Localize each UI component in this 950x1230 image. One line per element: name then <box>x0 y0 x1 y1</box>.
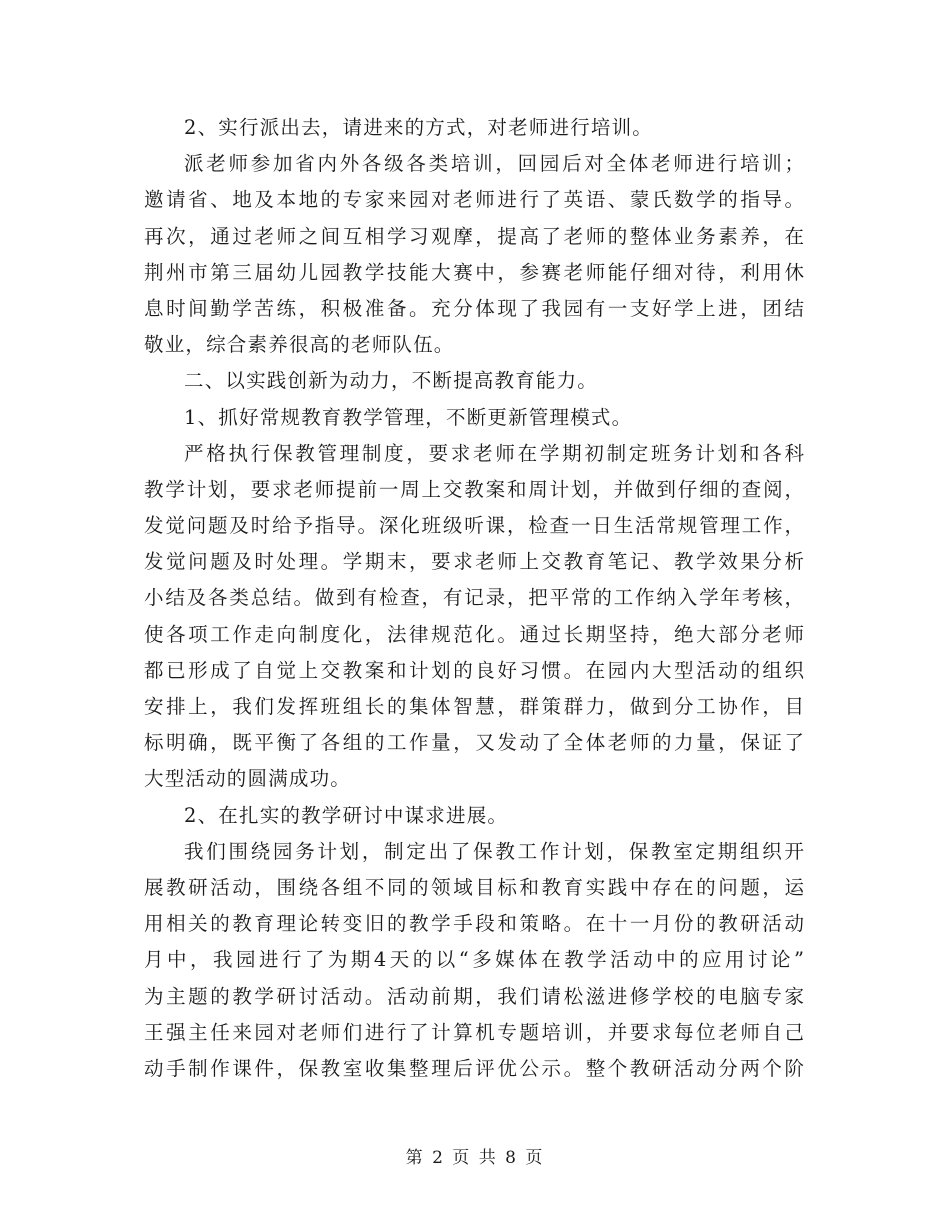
text-line: 为主题的教学研讨活动。活动前期，我们请松滋进修学校的电脑专家 <box>144 984 804 1008</box>
text-line: 二、以实践创新为动力，不断提高教育能力。 <box>184 369 599 393</box>
text-line: 发觉问题及时处理。学期末，要求老师上交教育笔记、教学效果分析 <box>144 550 804 574</box>
text-line: 小结及各类总结。做到有检查，有记录，把平常的工作纳入学年考核， <box>144 586 804 610</box>
text-line: 使各项工作走向制度化，法律规范化。通过长期坚持，绝大部分老师 <box>144 622 804 646</box>
text-line: 我们围绕园务计划，制定出了保教工作计划，保教室定期组织开 <box>184 839 804 863</box>
text-line: 1、抓好常规教育教学管理，不断更新管理模式。 <box>184 405 633 429</box>
text-line: 月中，我园进行了为期4天的以“多媒体在教学活动中的应用讨论” <box>144 948 804 972</box>
text-line: 标明确，既平衡了各组的工作量，又发动了全体老师的力量，保证了 <box>144 731 804 755</box>
text-line: 严格执行保教管理制度，要求老师在学期初制定班务计划和各科 <box>184 441 804 465</box>
text-line: 荆州市第三届幼儿园教学技能大赛中，参赛老师能仔细对待，利用休 <box>144 260 804 284</box>
text-line: 王强主任来园对老师们进行了计算机专题培训，并要求每位老师自己 <box>144 1020 804 1044</box>
text-line: 大型活动的圆满成功。 <box>144 767 352 791</box>
text-line: 用相关的教育理论转变旧的教学手段和策略。在十一月份的教研活动 <box>144 912 804 936</box>
text-line: 邀请省、地及本地的专家来园对老师进行了英语、蒙氏数学的指导。 <box>144 188 804 212</box>
page-number-footer: 第 2 页 共 8 页 <box>405 1148 545 1168</box>
text-line: 2、实行派出去，请进来的方式，对老师进行培训。 <box>184 116 654 139</box>
document-body <box>144 110 804 1087</box>
text-line: 息时间勤学苦练，积极准备。充分体现了我园有一支好学上进，团结 <box>144 296 804 320</box>
text-line: 再次，通过老师之间互相学习观摩，提高了老师的整体业务素养，在 <box>144 224 804 248</box>
text-line: 敬业，综合素养很高的老师队伍。 <box>144 333 455 357</box>
text-line: 动手制作课件，保教室收集整理后评优公示。整个教研活动分两个阶 <box>144 1056 804 1080</box>
text-line: 发觉问题及时给予指导。深化班级听课，检查一日生活常规管理工作， <box>144 514 804 538</box>
text-line: 展教研活动，围绕各组不同的领域目标和教育实践中存在的问题，运 <box>144 875 804 899</box>
text-line: 教学计划，要求老师提前一周上交教案和周计划，并做到仔细的查阅， <box>144 477 804 501</box>
text-line: 安排上，我们发挥班组长的集体智慧，群策群力，做到分工协作，目 <box>144 695 804 718</box>
text-line: 2、在扎实的教学研讨中谋求进展。 <box>184 803 509 827</box>
text-line: 派老师参加省内外各级各类培训，回园后对全体老师进行培训； <box>184 152 804 176</box>
text-line: 都已形成了自觉上交教案和计划的良好习惯。在园内大型活动的组织 <box>144 658 804 682</box>
